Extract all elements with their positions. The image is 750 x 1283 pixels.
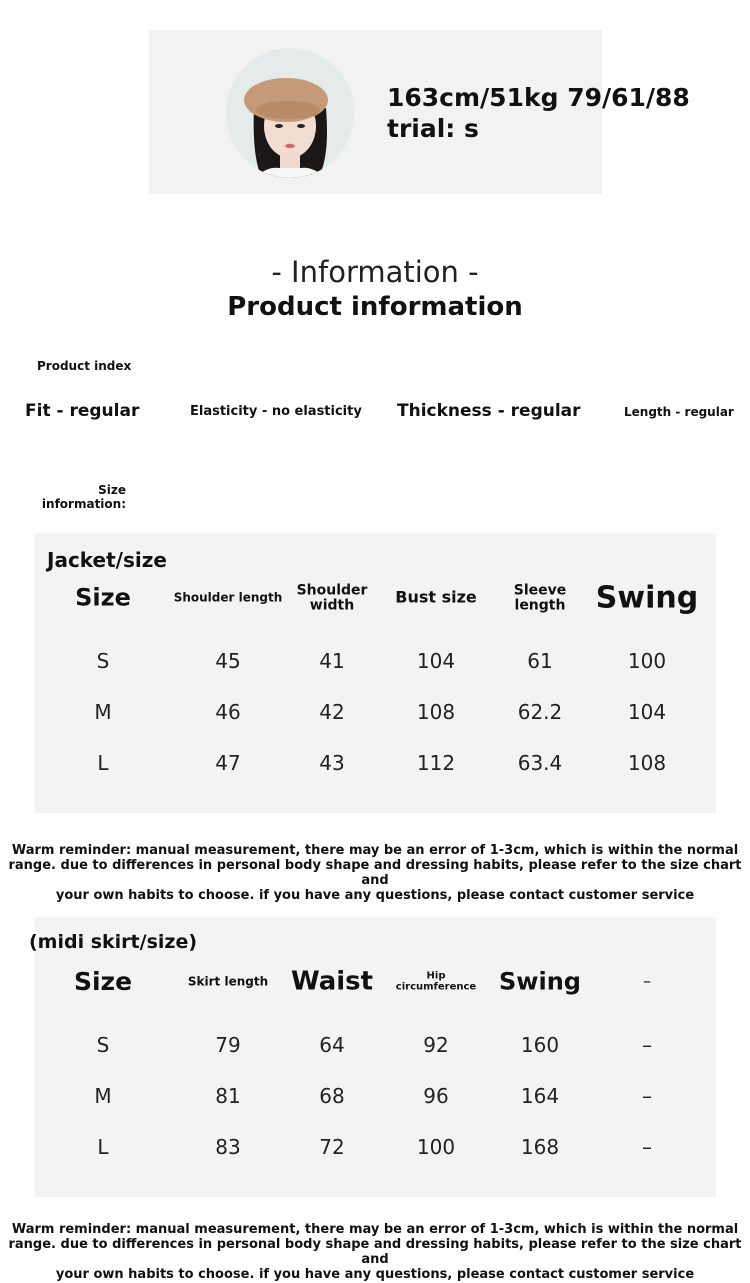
jacket-cell-r2-c4: 63.4 bbox=[517, 751, 563, 775]
skirt-cell-r2-c4: 168 bbox=[520, 1135, 560, 1159]
jacket-cell-r0-c4: 61 bbox=[527, 649, 553, 673]
thickness-attribute: Thickness - regular bbox=[397, 401, 581, 421]
information-heading: - Information - bbox=[271, 255, 479, 289]
jacket-cell-r2-c0: L bbox=[97, 751, 109, 775]
skirt-cell-r0-c2: 64 bbox=[319, 1033, 345, 1057]
jacket-header-shoulder-width: Shoulder width bbox=[296, 582, 368, 613]
model-avatar bbox=[226, 48, 354, 178]
model-measurements: 163cm/51kg 79/61/88 bbox=[387, 83, 690, 112]
skirt-header-hip-circumference: Hip circumference bbox=[395, 970, 477, 992]
jacket-cell-r2-c5: 108 bbox=[627, 751, 667, 775]
jacket-cell-r1-c5: 104 bbox=[627, 700, 667, 724]
skirt-cell-r0-c0: S bbox=[96, 1033, 110, 1057]
skirt-size-table bbox=[29, 917, 716, 1197]
skirt-cell-r2-c2: 72 bbox=[319, 1135, 345, 1159]
jacket-cell-r0-c1: 45 bbox=[215, 649, 241, 673]
jacket-cell-r1-c4: 62.2 bbox=[517, 700, 563, 724]
skirt-header-size: Size bbox=[73, 966, 133, 996]
skirt-cell-r1-c2: 68 bbox=[319, 1084, 345, 1108]
product-information-heading: Product information bbox=[227, 292, 523, 322]
length-attribute: Length - regular bbox=[624, 405, 734, 419]
skirt-cell-r1-c4: 164 bbox=[520, 1084, 560, 1108]
jacket-cell-r0-c0: S bbox=[96, 649, 110, 673]
jacket-cell-r1-c1: 46 bbox=[215, 700, 241, 724]
jacket-header-bust-size: Bust size bbox=[395, 587, 477, 607]
jacket-cell-r0-c2: 41 bbox=[319, 649, 345, 673]
jacket-cell-r2-c3: 112 bbox=[416, 751, 456, 775]
jacket-header-swing: Swing bbox=[595, 580, 699, 616]
jacket-cell-r2-c2: 43 bbox=[319, 751, 345, 775]
skirt-cell-r1-c1: 81 bbox=[215, 1084, 241, 1108]
jacket-table-title: Jacket/size bbox=[47, 548, 167, 572]
skirt-table-title: (midi skirt/size) bbox=[29, 931, 198, 953]
product-index-label: Product index bbox=[37, 359, 132, 373]
jacket-cell-r1-c0: M bbox=[94, 700, 112, 724]
jacket-cell-r1-c2: 42 bbox=[319, 700, 345, 724]
jacket-cell-r0-c3: 104 bbox=[416, 649, 456, 673]
jacket-size-table bbox=[35, 533, 716, 813]
jacket-header-size: Size bbox=[75, 583, 131, 612]
jacket-cell-r0-c5: 100 bbox=[627, 649, 667, 673]
jacket-cell-r2-c1: 47 bbox=[215, 751, 241, 775]
jacket-header-shoulder-length: Shoulder length bbox=[173, 590, 283, 605]
model-trial-size: trial: s bbox=[387, 114, 479, 143]
warm-reminder: Warm reminder: manual measurement, there may be an error of 1-3cm, which is within the normal range. due to differences in personal body shape and dressing habits, please refer to the size chart and your own habits to choose. if you have any questions, please contact customer service bbox=[8, 843, 742, 903]
skirt-cell-r0-c5: – bbox=[642, 1033, 652, 1057]
model-stats bbox=[387, 82, 690, 144]
skirt-cell-r1-c3: 96 bbox=[423, 1084, 449, 1108]
skirt-cell-r1-c5: – bbox=[642, 1084, 652, 1108]
jacket-cell-r1-c3: 108 bbox=[416, 700, 456, 724]
warm-reminder-bottom: Warm reminder: manual measurement, there may be an error of 1-3cm, which is within the normal range. due to differences in personal body shape and dressing habits, please refer to the size chart and your own habits to choose. if you have any questions, please contact customer service bbox=[8, 1222, 742, 1282]
skirt-header-: – bbox=[643, 971, 651, 991]
skirt-cell-r2-c5: – bbox=[642, 1135, 652, 1159]
skirt-cell-r1-c0: M bbox=[94, 1084, 112, 1108]
fit-attribute: Fit - regular bbox=[25, 401, 140, 421]
skirt-cell-r0-c1: 79 bbox=[215, 1033, 241, 1057]
model-portrait-image bbox=[226, 48, 354, 178]
skirt-header-skirt-length: Skirt length bbox=[187, 974, 269, 989]
jacket-header-sleeve-length: Sleeve length bbox=[513, 582, 567, 613]
size-information-label: Size information: bbox=[41, 483, 126, 511]
skirt-cell-r2-c3: 100 bbox=[416, 1135, 456, 1159]
skirt-cell-r2-c0: L bbox=[97, 1135, 109, 1159]
skirt-header-swing: Swing bbox=[499, 967, 581, 996]
skirt-cell-r0-c3: 92 bbox=[423, 1033, 449, 1057]
skirt-cell-r2-c1: 83 bbox=[215, 1135, 241, 1159]
skirt-header-waist: Waist bbox=[290, 966, 374, 997]
elasticity-attribute: Elasticity - no elasticity bbox=[190, 404, 362, 419]
skirt-cell-r0-c4: 160 bbox=[520, 1033, 560, 1057]
